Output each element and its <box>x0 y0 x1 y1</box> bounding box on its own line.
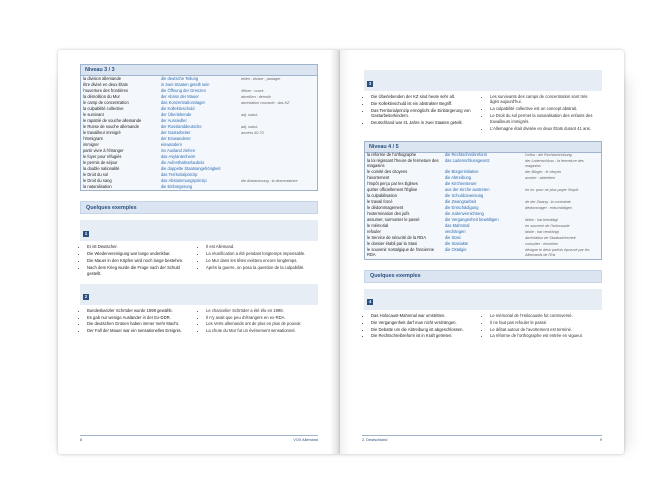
german-term: die Vergangenheit bewältigen <box>444 217 499 223</box>
vocab-box-title: Niveau 4 / 5 <box>365 142 601 153</box>
vocab-box-title: Niveau 3 / 3 <box>81 65 317 76</box>
vocab-note: désigne le désir parfois éprouvé par les Allemands de l'Est <box>525 248 590 257</box>
example-sentence: • La chute du Mur fut un événement sensationnel. <box>206 328 312 333</box>
french-term: refouler <box>367 229 381 235</box>
vocab-note: années 60-70 <box>241 130 264 135</box>
french-term: le comité des citoyens <box>367 169 408 175</box>
german-term: die Ostalgie <box>444 247 467 253</box>
vocab-note <box>239 184 317 190</box>
german-term: das Abstammungsprinzip <box>160 177 207 183</box>
example-sentence: • Après la guerre, on posa la question de la culpabilité. <box>206 265 312 270</box>
french-term: le mémorial <box>367 223 389 229</box>
example-number: 4 <box>368 299 372 305</box>
example-sentence: • Les Verts allemands ont de plus en plus de pouvoir. <box>206 321 312 326</box>
example-header <box>364 289 602 310</box>
example-sentence: • Die deutschen Grünen haben immer mehr Macht. <box>87 321 193 326</box>
example-number: 1 <box>84 230 88 236</box>
vocab-note: der Ladenschluss : la fermeture des magasins <box>525 159 584 168</box>
page-number: 8 <box>80 438 83 442</box>
german-term: die Öffnung der Grenzen <box>160 87 206 93</box>
german-term: die Rechtschreibreform <box>444 152 488 158</box>
french-term: le camp de concentration <box>83 99 129 105</box>
vocab-note: abréviation courante : das KZ <box>241 100 290 105</box>
german-term: aus der Kirche austreten <box>444 187 490 193</box>
example-sentence: • Der Fall der Mauer war ein sensationelles Ereignis. <box>87 328 193 333</box>
vocab-box-right <box>364 141 602 260</box>
french-term: le rapatrié de souche allemande <box>83 117 142 123</box>
german-term: die Judenvernichtung <box>444 211 484 217</box>
example-sentence: • Es gab nur wenige Ausländer in der Ex-DDR. <box>87 315 193 320</box>
example-sentence: • Le mémorial de l'Holocauste fut controversé. <box>490 313 596 318</box>
example-sentence: • Bundeskanzler Schröder wurde 1998 gewählt. <box>87 308 193 313</box>
vocab-note: avorter : abtreiben <box>525 176 556 181</box>
german-sentences <box>80 244 199 277</box>
footer-right <box>362 435 602 442</box>
french-term: le foyer pour réfugiés <box>83 153 122 159</box>
french-term: la double nationalité <box>83 165 120 171</box>
german-term: der Abriss der Mauer <box>160 93 199 99</box>
vocab-note: en souvenir de l'holocauste <box>525 224 570 229</box>
german-term: die Schuldzuweisung <box>444 193 484 199</box>
german-term: die Bürgerinitiative <box>444 169 479 175</box>
french-sentences <box>483 94 602 133</box>
german-term: der Aussiedler <box>160 117 187 123</box>
example-sentence: • Le débat autour de l'avortement est terminé. <box>490 327 596 332</box>
french-term: le travailleur immigré <box>83 129 121 135</box>
german-sentences <box>80 308 199 336</box>
french-term: la culpabilisation <box>367 193 398 199</box>
example-sentence: • Nach dem Krieg wurde die Frage nach der Schuld gestellt. <box>87 265 193 276</box>
french-term: l'immigrant <box>83 135 103 141</box>
left-page <box>58 50 340 454</box>
german-term: die Stasi <box>444 235 461 241</box>
french-term: l'impôt perçu par les Églises <box>367 181 418 187</box>
german-sentences <box>364 94 483 133</box>
german-term: die Kollektivschuld <box>160 105 195 111</box>
french-term: le souvenir nostalgique de l'ancienne RDA <box>367 247 435 258</box>
german-term: die Zwangsarbeit <box>444 199 477 205</box>
example-header <box>80 284 318 305</box>
vocab-row <box>365 248 601 259</box>
french-term: la naturalisation <box>83 183 112 189</box>
example-sentence: • La réforme de l'orthographe est entrée en vigueur. <box>490 333 596 338</box>
examples-right <box>364 289 602 341</box>
german-sentences <box>364 313 483 341</box>
vocab-note: abréviation de Staatssicherheit <box>525 236 576 241</box>
vocab-note: en ex. pour ne plus payer l'impôt <box>525 188 579 193</box>
example-header <box>80 220 318 241</box>
example-sentence: • Die Überlebenden der KZ sind heute sehr alt. <box>371 94 477 99</box>
french-sentences <box>199 244 318 277</box>
german-term: das Konzentrationslager <box>160 99 206 105</box>
examples-left <box>80 220 318 335</box>
vocab-table <box>81 76 317 190</box>
french-term: la division allemande <box>83 75 122 81</box>
example-sentence: • Le chancelier Schröder a été élu en 1998. <box>206 308 312 313</box>
example-sentence: • Die Vergangenheit darf man nicht verdrängen. <box>371 320 477 325</box>
vocab-note: teilen : diviser ; partager <box>241 76 281 81</box>
german-term: ins Ausland ziehen <box>160 147 196 153</box>
french-term: la loi régissant l'heure de fermeture des magasins <box>367 158 439 169</box>
example-block <box>364 313 602 341</box>
german-term: das Ladenschlussgesetz <box>444 158 490 164</box>
example-sentence: • Le Mur dans les têtes existera encore longtemps. <box>206 258 312 263</box>
page-number: 9 <box>599 438 602 442</box>
example-sentence: • Das Holocaust-Mahnmal war umstritten. <box>371 313 477 318</box>
french-term: l'avortement <box>367 175 390 181</box>
french-term: l'ouverture des frontières <box>83 87 128 93</box>
example-sentence: • L'Allemagne était divisée en deux États durant 41 ans. <box>490 126 596 131</box>
example-sentence: • Er ist Deutscher. <box>87 244 193 249</box>
french-term: le Droit du sang <box>83 177 112 183</box>
example-sentence: • La réunification a été pendant longtemps impensable. <box>206 251 312 256</box>
german-term: der Überlebende <box>160 111 192 117</box>
french-term: assumer, surmonter le passé <box>367 217 420 223</box>
vocab-note: die Abstammung : la descendance <box>241 178 298 183</box>
french-term: la culpabilité collective <box>83 105 124 111</box>
example-sentence: • Die Kollektivschuld ist ein abstrakter Begriff. <box>371 101 477 106</box>
german-term: die Entschädigung <box>444 205 479 211</box>
german-term: in zwei Staaten geteilt sein <box>160 81 210 87</box>
vocab-note: der Bürger : le citoyen <box>525 170 562 175</box>
vocab-note: dédommager : entschädigen <box>525 206 572 211</box>
right-page <box>340 50 624 454</box>
example-block <box>364 94 602 133</box>
example-block <box>80 244 318 277</box>
vocab-note: de der Zwang : la contrainte <box>525 200 571 205</box>
german-term: die Stasiakte <box>444 241 469 247</box>
german-term: das Mahnmal <box>444 223 470 229</box>
german-term: der Gastarbeiter <box>160 129 191 135</box>
french-sentences <box>483 313 602 341</box>
french-term: quitter officiellement l'Église <box>367 187 418 193</box>
german-term: die Kirchensteuer <box>444 181 477 187</box>
vocab-note: öffnen : ouvrir <box>241 88 264 93</box>
french-sentences <box>199 308 318 336</box>
german-term: der Einwanderer <box>160 135 191 141</box>
german-term: die doppelte Staatsangehörigkeit <box>160 165 221 171</box>
french-term: la réforme de l'orthographe <box>367 152 417 158</box>
vocab-row <box>81 184 317 190</box>
french-term: le dédommagement <box>367 205 404 211</box>
example-header <box>364 70 602 91</box>
german-term: der Russlanddeutsche <box>160 123 202 129</box>
example-sentence: • Die Debatte um die Abtreibung ist abgeschlossen. <box>371 327 477 332</box>
example-sentence: • Le Droit du sol permet la naturalisation des enfants des travailleurs immigrés. <box>490 113 596 124</box>
french-term: le Service de sécurité de la RDA <box>367 235 426 241</box>
french-term: être divisé en deux États <box>83 81 128 87</box>
example-sentence: • Die Rechtschreibreform ist in Kraft getreten. <box>371 333 477 338</box>
vocab-note: consulter : einsehen <box>525 242 559 247</box>
example-block <box>80 308 318 336</box>
german-term: das Territorialprinzip <box>160 171 198 177</box>
french-term: immigrer <box>83 141 99 147</box>
german-term: die Aufenthaltserlaubnis <box>160 159 205 165</box>
vocab-note: abreißen : démolir <box>241 94 271 99</box>
french-term: le Russe de souche allemande <box>83 123 139 129</box>
example-sentence: • Il est Allemand. <box>206 244 312 249</box>
french-term: partir vivre à l'étranger <box>83 147 124 153</box>
vocab-note: faible : hat bewältigt <box>525 218 558 223</box>
french-term: l'extermination des juifs <box>367 211 410 217</box>
german-term: einwandern <box>160 141 183 147</box>
german-term: die Einbürgerung <box>160 183 193 189</box>
example-number: 2 <box>84 294 88 300</box>
french-term: le travail forcé <box>367 199 393 205</box>
book-title: VOX Allemand <box>293 438 318 442</box>
french-term: le dossier établi par la Stasi <box>367 241 418 247</box>
section-title: Quelques exemples <box>364 270 602 283</box>
french-term: le Droit du sol <box>83 171 109 177</box>
example-sentence: • Die Mauer in den Köpfen wird noch lange bestehen. <box>87 258 193 263</box>
german-term: die Abtreibung <box>444 175 472 181</box>
vocab-table <box>365 153 601 259</box>
section-title: Quelques exemples <box>80 201 318 214</box>
german-term: die deutsche Teilung <box>160 75 199 81</box>
french-term: la démolition du Mur <box>83 93 120 99</box>
example-sentence: • Les survivants des camps de concentration sont très âgés aujourd'hui. <box>490 94 596 105</box>
french-term: le permis de séjour <box>83 159 118 165</box>
german-term: verdrängen <box>444 229 466 235</box>
example-sentence: • Il n'y avait que peu d'étrangers en ex-RDA. <box>206 315 312 320</box>
example-sentence: • Deutschland war 41 Jahre in zwei Staaten geteilt. <box>371 120 477 125</box>
vocab-note: adj. subst. <box>241 124 258 129</box>
german-term: das Asylantenheim <box>160 153 196 159</box>
example-sentence: • Die Wiedervereinigung war lange undenkbar. <box>87 251 193 256</box>
example-number: 3 <box>368 80 372 86</box>
footer-left <box>80 435 318 442</box>
vocab-note: l'ortho : die Rechtschreibung <box>525 153 572 158</box>
chapter-title: 2. Deutschland <box>362 438 388 442</box>
vocab-box-left <box>80 64 318 191</box>
example-sentence: • Il ne faut pas refouler le passé. <box>490 320 596 325</box>
french-term: le survivant <box>83 111 104 117</box>
example-sentence: • Das Territorialprinzip ermöglicht die Einbürgerung von Gastarbeiterkindern. <box>371 108 477 119</box>
example-sentence: • La culpabilité collective est un concept abstrait. <box>490 106 596 111</box>
vocab-note: adj. subst. <box>241 112 258 117</box>
examples-right-top <box>364 70 602 133</box>
vocab-note: faible : hat verdrängt <box>525 230 559 235</box>
vocab-row <box>365 159 601 170</box>
